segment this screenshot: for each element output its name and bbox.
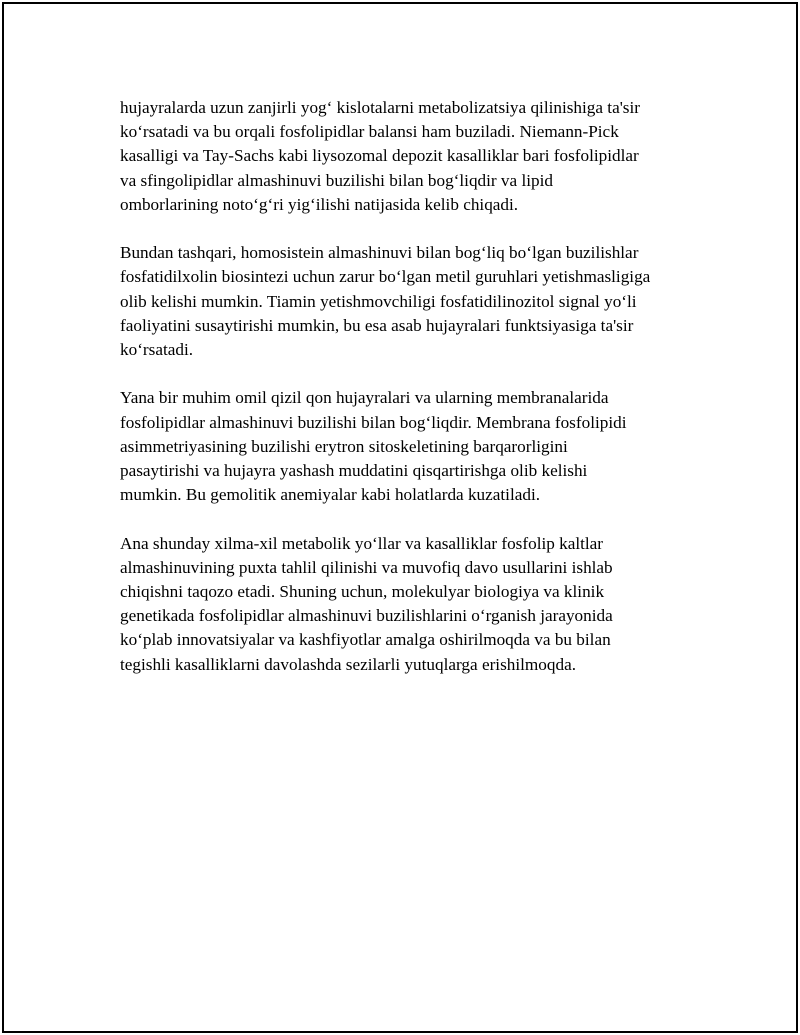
paragraph-3 xyxy=(120,386,700,507)
paragraph-line: Yana bir muhim omil qizil qon hujayralari va ularning membranalarida xyxy=(120,388,609,408)
paragraph-line: fosfatidilxolin biosintezi uchun zarur bo‘lgan metil guruhlari yetishmasligiga xyxy=(120,267,651,287)
paragraph-1 xyxy=(120,96,700,217)
paragraph-line: faoliyatini susaytirishi mumkin, bu esa asab hujayralari funktsiyasiga ta'sir xyxy=(120,315,634,335)
paragraph-line: genetikada fosfolipidlar almashinuvi buzilishlarini o‘rganish jarayonida xyxy=(120,606,613,626)
paragraph-line: ko‘rsatadi va bu orqali fosfolipidlar balansi ham buziladi. Niemann-Pick xyxy=(120,122,619,142)
paragraph-line: va sfingolipidlar almashinuvi buzilishi bilan bog‘liqdir va lipid xyxy=(120,170,553,190)
paragraph-line: pasaytirishi va hujayra yashash muddatini qisqartirishga olib kelishi xyxy=(120,461,588,481)
paragraph-line: omborlarining noto‘g‘ri yig‘ilishi natijasida kelib chiqadi. xyxy=(120,194,519,214)
paragraph-2 xyxy=(120,241,700,362)
paragraph-line: kasalligi va Tay-Sachs kabi liysozomal depozit kasalliklar bari fosfolipidlar xyxy=(120,146,639,166)
paragraph-line: hujayralarda uzun zanjirli yog‘ kislotalarni metabolizatsiya qilinishiga ta'sir xyxy=(120,98,640,117)
paragraph-line: asimmetriyasining buzilishi erytron sitoskeletining barqarorligini xyxy=(120,436,568,456)
paragraph-line: chiqishni taqozo etadi. Shuning uchun, molekulyar biologiya va klinik xyxy=(120,582,605,602)
paragraph-line: fosfolipidlar almashinuvi buzilishi bilan bog‘liqdir. Membrana fosfolipidi xyxy=(120,412,627,432)
paragraph-line: ko‘rsatadi. xyxy=(120,340,194,360)
document-page xyxy=(2,2,798,1033)
paragraph-line: olib kelishi mumkin. Tiamin yetishmovchiligi fosfatidilinozitol signal yo‘li xyxy=(120,291,637,311)
paragraph-line: mumkin. Bu gemolitik anemiyalar kabi holatlarda kuzatiladi. xyxy=(120,485,541,505)
paragraph-4 xyxy=(120,532,700,677)
paragraph-line: Bundan tashqari, homosistein almashinuvi bilan bog‘liq bo‘lgan buzilishlar xyxy=(120,243,639,263)
paragraph-line: almashinuvining puxta tahlil qilinishi va muvofiq davo usullarini ishlab xyxy=(120,557,613,577)
document-body xyxy=(120,96,700,701)
paragraph-line: ko‘plab innovatsiyalar va kashfiyotlar amalga oshirilmoqda va bu bilan xyxy=(120,630,611,650)
paragraph-line: tegishli kasalliklarni davolashda sezilarli yutuqlarga erishilmoqda. xyxy=(120,654,576,674)
paragraph-line: Ana shunday xilma-xil metabolik yo‘llar va kasalliklar fosfolip kaltlar xyxy=(120,533,604,553)
